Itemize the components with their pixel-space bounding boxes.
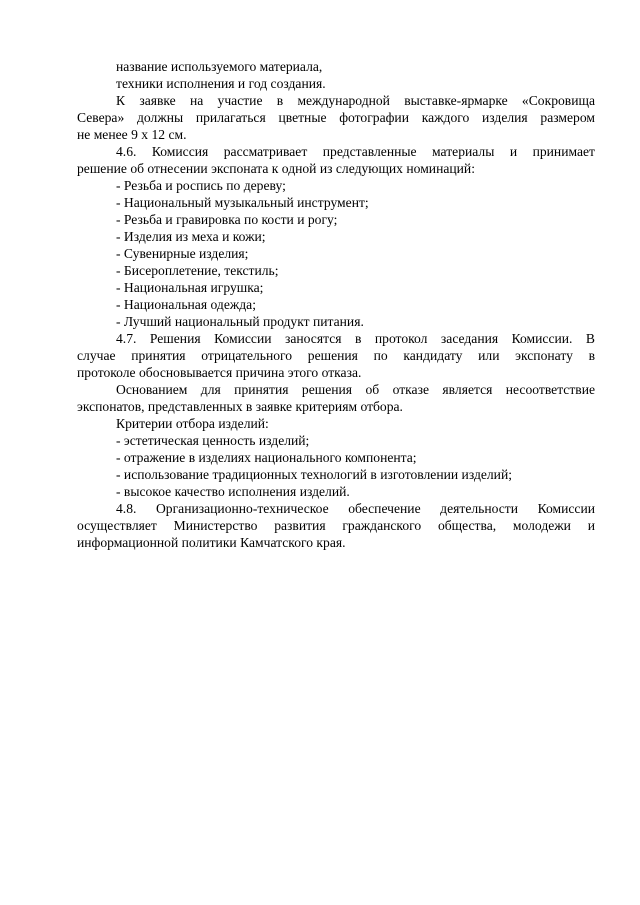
section-4-7-line: 4.7. Решения Комиссии заносятся в протокол заседания Комиссии. В (116, 331, 595, 346)
nomination-item: - Национальная одежда; (116, 297, 256, 312)
section-4-7-line: случае принятия отрицательного решения по кандидату или экспонату в (77, 348, 595, 363)
section-4-8-line: 4.8. Организационно-техническое обеспечение деятельности Комиссии (116, 501, 595, 516)
refusal-paragraph-line: экспонатов, представленных в заявке критериям отбора. (77, 399, 403, 414)
photo-paragraph-line: К заявке на участие в международной выставке-ярмарке «Сокровища (116, 93, 595, 108)
criteria-item: - эстетическая ценность изделий; (116, 433, 310, 448)
nomination-item: - Национальный музыкальный инструмент; (116, 195, 369, 210)
section-4-6-line: решение об отнесении экспоната к одной из следующих номинаций: (77, 161, 475, 176)
criteria-item: - отражение в изделиях национального компонента; (116, 450, 417, 465)
section-4-7-line: протоколе обосновывается причина этого отказа. (77, 365, 362, 380)
refusal-paragraph-line: Основанием для принятия решения об отказе является несоответствие (116, 382, 595, 397)
photo-paragraph-line: не менее 9 х 12 см. (77, 127, 187, 142)
nomination-item: - Резьба и роспись по дереву; (116, 178, 286, 193)
nomination-item: - Изделия из меха и кожи; (116, 229, 266, 244)
nomination-item: - Национальная игрушка; (116, 280, 264, 295)
nomination-item: - Лучший национальный продукт питания. (116, 314, 364, 329)
intro-line: название используемого материала, (116, 59, 323, 74)
nomination-item: - Сувенирные изделия; (116, 246, 249, 261)
criteria-item: - высокое качество исполнения изделий. (116, 484, 350, 499)
section-4-6-line: 4.6. Комиссия рассматривает представленные материалы и принимает (116, 144, 595, 159)
photo-paragraph-line: Севера» должны прилагаться цветные фотографии каждого изделия размером (77, 110, 595, 125)
criteria-item: - использование традиционных технологий в изготовлении изделий; (116, 467, 513, 482)
nomination-item: - Бисероплетение, текстиль; (116, 263, 279, 278)
section-4-8-line: информационной политики Камчатского края. (77, 535, 346, 550)
nomination-item: - Резьба и гравировка по кости и рогу; (116, 212, 338, 227)
intro-line: техники исполнения и год создания. (116, 76, 326, 91)
document-page (77, 58, 595, 551)
criteria-heading: Критерии отбора изделий: (116, 416, 269, 431)
section-4-8-line: осуществляет Министерство развития гражданского общества, молодежи и (77, 518, 595, 533)
